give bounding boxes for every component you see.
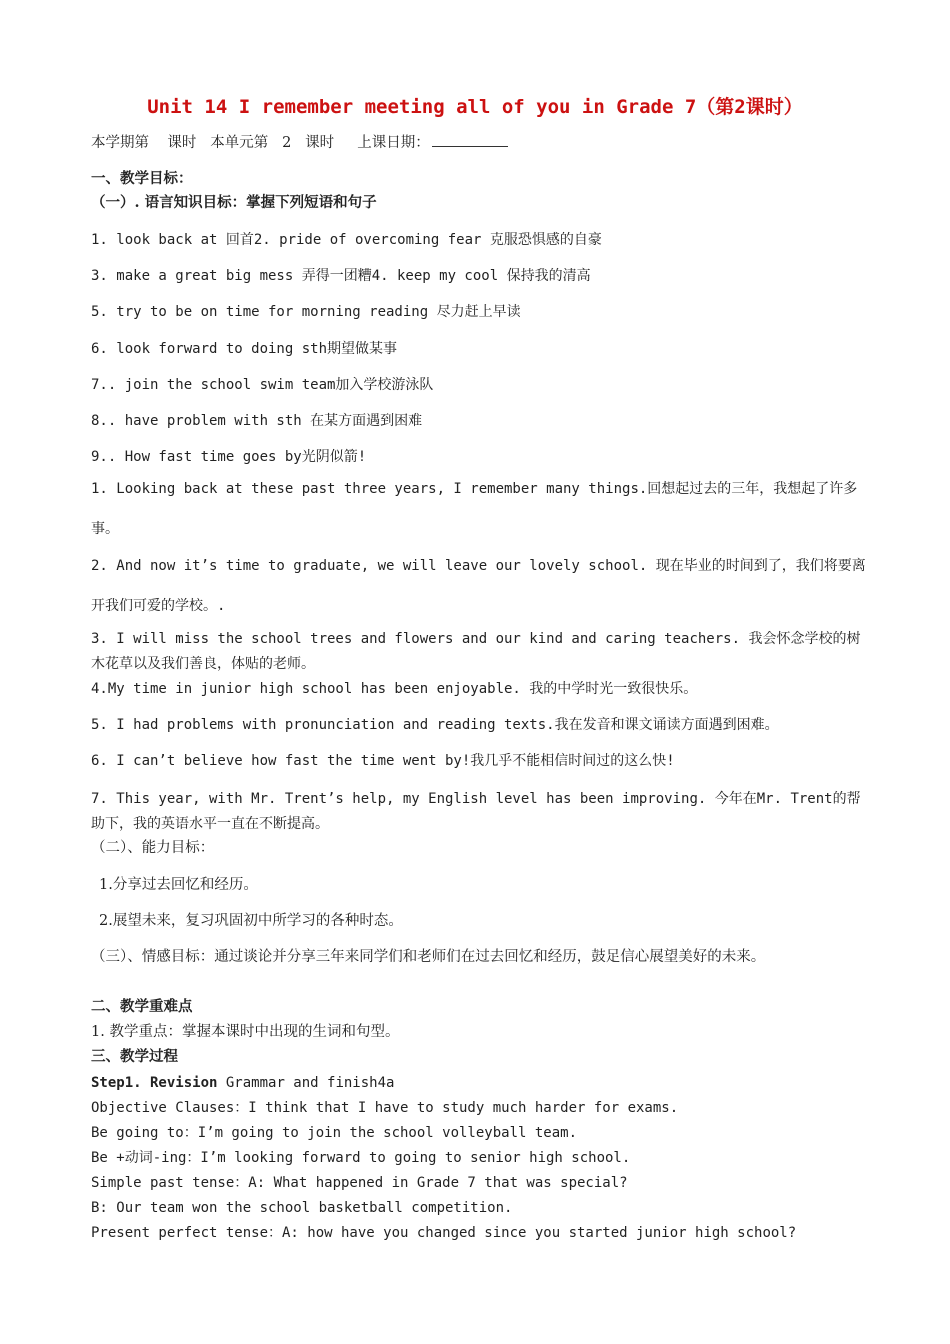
sentence-item: 7. This year, with Mr. Trent’s help, my English level has been improving. 今年在Mr. Trent的帮助下，我的英语水平一直在不断提高。 [91, 791, 861, 832]
document-title: Unit 14 I remember meeting all of you in Grade 7（第2课时） [147, 96, 803, 118]
phrase-item: 1. look back at 回首2. pride of overcoming fear 克服恐惧感的自豪 [91, 232, 602, 248]
phrase-item: 5. try to be on time for morning reading 尽力赶上早读 [91, 304, 521, 320]
date-blank [432, 132, 508, 147]
phrase-item: 3. make a great big mess 弄得一团糟4. keep my cool 保持我的清高 [91, 268, 591, 284]
emotion-objectives-text: （三）、情感目标：通过谈论并分享三年来同学们和老师们在过去回忆和经历，鼓足信心展望美好的未来。 [91, 949, 766, 965]
sentence-item: 4.My time in junior high school has been enjoyable. 我的中学时光一致很快乐。 [91, 681, 698, 697]
process-line: Present perfect tense：A: how have you changed since you started junior high school? [91, 1225, 797, 1241]
phrase-item: 7.. join the school swim team加入学校游泳队 [91, 377, 434, 393]
section-teaching-process: 三、教学过程 [91, 1048, 178, 1065]
sentence-item: 1. Looking back at these past three years, I remember many things.回想起过去的三年，我想起了许多事。 [91, 481, 858, 537]
class-info-line [91, 132, 866, 152]
process-line: Simple past tense：A: What happened in Grade 7 that was special? [91, 1175, 628, 1191]
section-key-points: 二、教学重难点 [91, 998, 193, 1015]
phrase-item: 6. look forward to doing sth期望做某事 [91, 341, 398, 357]
subsection-language-knowledge: （一）. 语言知识目标：掌握下列短语和句子 [91, 194, 377, 211]
phrase-item: 8.. have problem with sth 在某方面遇到困难 [91, 413, 423, 429]
step1-label: Step1. Revision [91, 1075, 218, 1091]
sentence-item: 2. And now it’s time to graduate, we will leave our lovely school. 现在毕业的时间到了，我们将要离开我们可爱的学校。. [91, 558, 866, 614]
step1-text: Grammar and finish4a [217, 1075, 395, 1091]
section-teaching-objectives: 一、教学目标： [91, 170, 193, 187]
ability-item: 1.分享过去回忆和经历。 [99, 877, 258, 893]
process-line: Be +动词-ing：I’m looking forward to going to senior high school. [91, 1150, 631, 1166]
process-line: Objective Clauses：I think that I have to study much harder for exams. [91, 1100, 679, 1116]
process-line: Be going to：I’m going to join the school volleyball team. [91, 1125, 578, 1141]
process-line: B: Our team won the school basketball competition. [91, 1200, 513, 1216]
sentence-item: 5. I had problems with pronunciation and reading texts.我在发音和课文诵读方面遇到困难。 [91, 717, 779, 733]
class-info-text: 本学期第 课时 本单元第 2 课时 上课日期： [91, 135, 430, 151]
subsection-emotion-objectives [91, 945, 866, 969]
key-point-item: 1. 教学重点：掌握本课时中出现的生词和句型。 [91, 1024, 400, 1040]
phrase-item: 9.. How fast time goes by光阴似箭! [91, 449, 367, 465]
ability-item: 2.展望未来，复习巩固初中所学习的各种时态。 [99, 913, 403, 929]
step1-line [91, 1074, 866, 1092]
sentence-item: 3. I will miss the school trees and flowers and our kind and caring teachers. 我会怀念学校的树木花草以及我们善良，体贴的老师。 [91, 631, 861, 672]
subsection-ability-objectives: （二）、能力目标： [91, 840, 215, 856]
sentence-item: 6. I can’t believe how fast the time went by!我几乎不能相信时间过的这么快! [91, 753, 675, 769]
